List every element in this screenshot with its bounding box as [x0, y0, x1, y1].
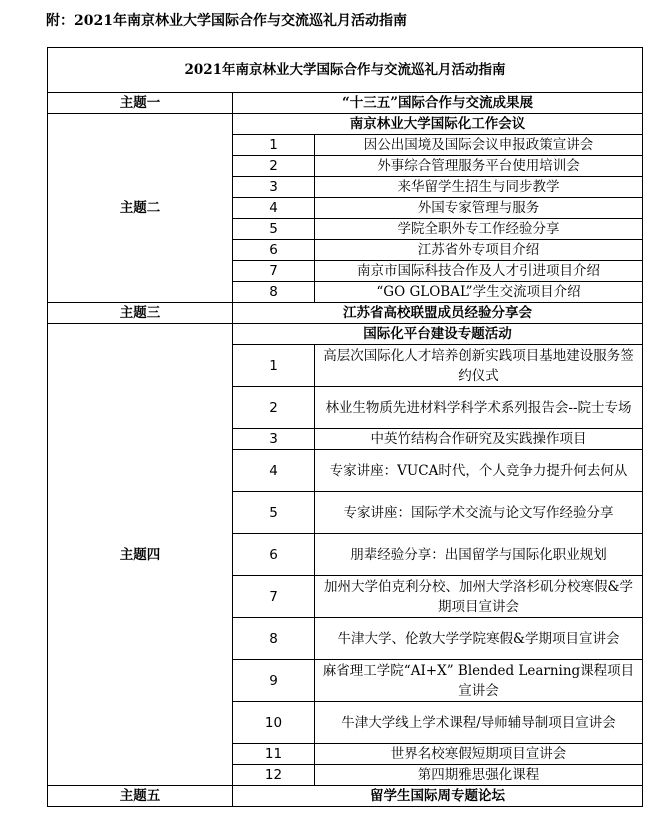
item-text: 第四期雅思强化课程	[315, 765, 643, 786]
item-text: 专家讲座：VUCA时代，个人竞争力提升何去何从	[315, 450, 643, 492]
item-number: 1	[233, 135, 315, 156]
item-text: 林业生物质先进材料学科学术系列报告会--院士专场	[315, 387, 643, 429]
item-number: 5	[233, 492, 315, 534]
table-title: 2021年南京林业大学国际合作与交流巡礼月活动指南	[48, 48, 643, 93]
theme-content: 留学生国际周专题论坛	[233, 786, 643, 807]
item-text: 江苏省外专项目介绍	[315, 240, 643, 261]
document-header: 附：2021年南京林业大学国际合作与交流巡礼月活动指南	[46, 13, 407, 29]
item-text: 朋辈经验分享：出国留学与国际化职业规划	[315, 534, 643, 576]
table-row	[48, 786, 643, 807]
item-number: 9	[233, 660, 315, 702]
item-text: 来华留学生招生与同步教学	[315, 177, 643, 198]
theme-content: “十三五”国际合作与交流成果展	[233, 93, 643, 114]
item-text: 外国专家管理与服务	[315, 198, 643, 219]
item-number: 12	[233, 765, 315, 786]
table-row	[48, 114, 643, 135]
item-text: 因公出国境及国际会议申报政策宣讲会	[315, 135, 643, 156]
item-text: 麻省理工学院“AI+X” Blended Learning课程项目宣讲会	[315, 660, 643, 702]
theme-content: 江苏省高校联盟成员经验分享会	[233, 303, 643, 324]
item-text: 外事综合管理服务平台使用培训会	[315, 156, 643, 177]
item-text: 牛津大学、伦敦大学学院寒假&学期项目宣讲会	[315, 618, 643, 660]
item-number: 7	[233, 261, 315, 282]
item-number: 2	[233, 156, 315, 177]
item-text: 中英竹结构合作研究及实践操作项目	[315, 429, 643, 450]
item-number: 1	[233, 345, 315, 387]
item-number: 4	[233, 450, 315, 492]
item-number: 10	[233, 702, 315, 744]
table-row	[48, 324, 643, 345]
item-number: 6	[233, 534, 315, 576]
theme-label: 主题五	[48, 786, 233, 807]
theme-label: 主题二	[48, 114, 233, 303]
activity-guide-table	[47, 47, 643, 807]
item-text: 高层次国际化人才培养创新实践项目基地建设服务签约仪式	[315, 345, 643, 387]
item-number: 8	[233, 618, 315, 660]
item-text: 加州大学伯克利分校、加州大学洛杉矶分校寒假&学期项目宣讲会	[315, 576, 643, 618]
theme-heading: 国际化平台建设专题活动	[233, 324, 643, 345]
item-text: 专家讲座：国际学术交流与论文写作经验分享	[315, 492, 643, 534]
item-number: 8	[233, 282, 315, 303]
item-number: 2	[233, 387, 315, 429]
item-text: “GO GLOBAL”学生交流项目介绍	[315, 282, 643, 303]
table-row	[48, 303, 643, 324]
theme-heading: 南京林业大学国际化工作会议	[233, 114, 643, 135]
item-text: 学院全职外专工作经验分享	[315, 219, 643, 240]
theme-label: 主题三	[48, 303, 233, 324]
item-number: 11	[233, 744, 315, 765]
theme-label: 主题一	[48, 93, 233, 114]
item-number: 6	[233, 240, 315, 261]
item-number: 7	[233, 576, 315, 618]
item-number: 5	[233, 219, 315, 240]
item-text: 南京市国际科技合作及人才引进项目介绍	[315, 261, 643, 282]
item-number: 4	[233, 198, 315, 219]
item-number: 3	[233, 177, 315, 198]
item-number: 3	[233, 429, 315, 450]
item-text: 世界名校寒假短期项目宣讲会	[315, 744, 643, 765]
item-text: 牛津大学线上学术课程/导师辅导制项目宣讲会	[315, 702, 643, 744]
theme-label: 主题四	[48, 324, 233, 786]
table-row	[48, 93, 643, 114]
